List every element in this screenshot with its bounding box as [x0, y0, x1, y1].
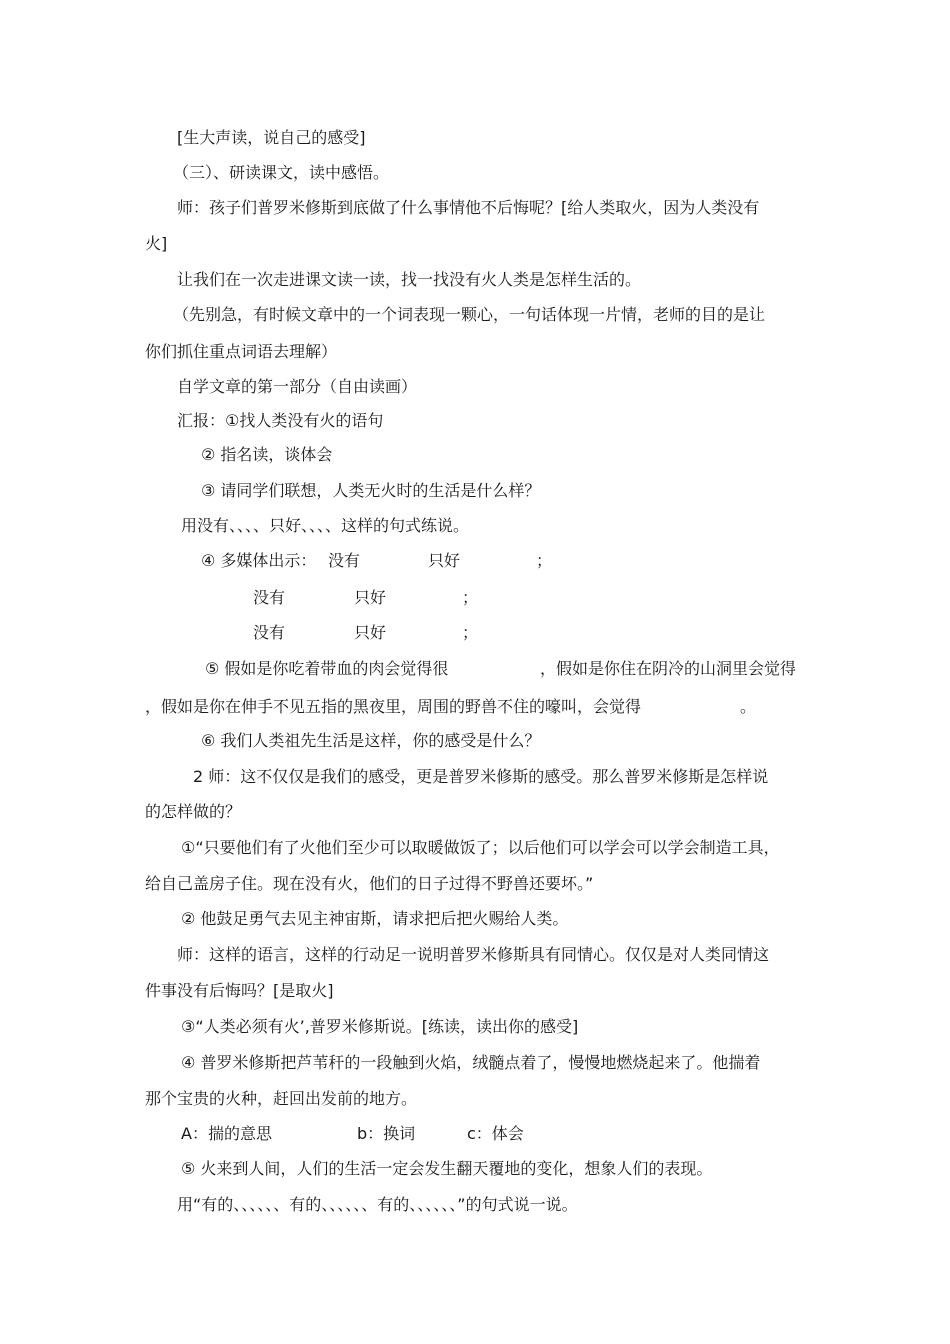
fill-blank-word-only: 只好 [354, 588, 387, 607]
imagine-part-a: ，假如是你在伸手不见五指的黑夜里，周围的野兽不住的嚎叫，会觉得 [145, 697, 642, 716]
fill-blank-end: ； [536, 551, 553, 570]
text-line: （先别急，有时候文章中的一个词表现一颗心，一句话体现一片情，老师的目的是让 [173, 305, 766, 324]
text-line: 让我们在一次走进课文读一读，找一找没有火人类是怎样生活的。 [177, 270, 642, 289]
abc-a: A：揣的意思 [181, 1124, 272, 1143]
fill-blank-word-only: 只好 [354, 623, 387, 642]
imagine-part-b: ，假如是你住在阴冷的山洞里会觉得 [540, 659, 797, 678]
text-line: 用“有的、、、、、、有的、、、、、、有的、、、、、、”的句式说一说。 [177, 1195, 578, 1214]
text-line: 师：这样的语言，这样的行动足一说明普罗米修斯具有同情心。仅仅是对人类同情这 [177, 945, 770, 964]
fill-blank-word-no: 没有 [253, 623, 286, 642]
text-line: ② 指名读，谈体会 [201, 445, 333, 464]
fill-blank-word-no: 没有 [253, 588, 286, 607]
text-line: 你们抓住重点词语去理解） [145, 342, 338, 361]
text-line: ③ 请同学们联想，人类无火时的生活是什么样？ [201, 481, 541, 500]
text-line: 2 师：这不仅仅是我们的感受，更是普罗米修斯的感受。那么普罗米修斯是怎样说 [193, 767, 769, 786]
fill-blank-end: ； [462, 588, 479, 607]
text-line: ③“人类必须有火’,普罗米修斯说。[练读，读出你的感受] [181, 1017, 579, 1036]
text-line: 件事没有后悔吗？[是取火] [145, 981, 334, 1000]
text-line: ①“只要他们有了火他们至少可以取暖做饭了；以后他们可以学会可以学会制造工具， [181, 838, 780, 857]
imagine-part-a: ⑤ 假如是你吃着带血的肉会觉得很 [205, 659, 449, 678]
fill-blank-end: ； [462, 623, 479, 642]
section-heading: （三）、研读课文，读中感悟。 [173, 163, 390, 182]
text-line: 的怎样做的？ [145, 802, 242, 821]
text-line: ② 他鼓足勇气去见主神宙斯，请求把后把火赐给人类。 [181, 909, 569, 928]
text-line: 给自己盖房子住。现在没有火，他们的日子过得不野兽还要坏。” [145, 874, 594, 893]
text-line: 师：孩子们普罗米修斯到底做了什么事情他不后悔呢？[给人类取火，因为人类没有 [177, 198, 760, 217]
text-line: ⑥ 我们人类祖先生活是这样，你的感受是什么？ [201, 731, 541, 750]
text-line: ⑤ 火来到人间，人们的生活一定会发生翻天覆地的变化，想象人们的表现。 [181, 1159, 713, 1178]
text-line: 汇报：①找人类没有火的语句 [177, 411, 384, 430]
text-line: ④ 普罗米修斯把芦苇秆的一段触到火焰，绒髓点着了，慢慢地燃烧起来了。他揣着 [181, 1053, 761, 1072]
fill-blank-prefix: ④ 多媒体出示： [201, 551, 317, 570]
abc-b: b：换词 [357, 1124, 416, 1143]
text-line: 用没有、、、、只好、、、、这样的句式练说。 [181, 516, 470, 535]
abc-c: c：体会 [467, 1124, 524, 1143]
text-line: 那个宝贵的火种，赶回出发前的地方。 [145, 1089, 418, 1108]
fill-blank-word-no: 没有 [328, 551, 361, 570]
fill-blank-word-only: 只好 [428, 551, 461, 570]
text-line: [生大声读，说自己的感受] [177, 128, 366, 147]
text-line: 自学文章的第一部分（自由读画） [177, 377, 418, 396]
imagine-part-b: 。 [740, 697, 757, 716]
text-line: 火] [145, 234, 168, 253]
